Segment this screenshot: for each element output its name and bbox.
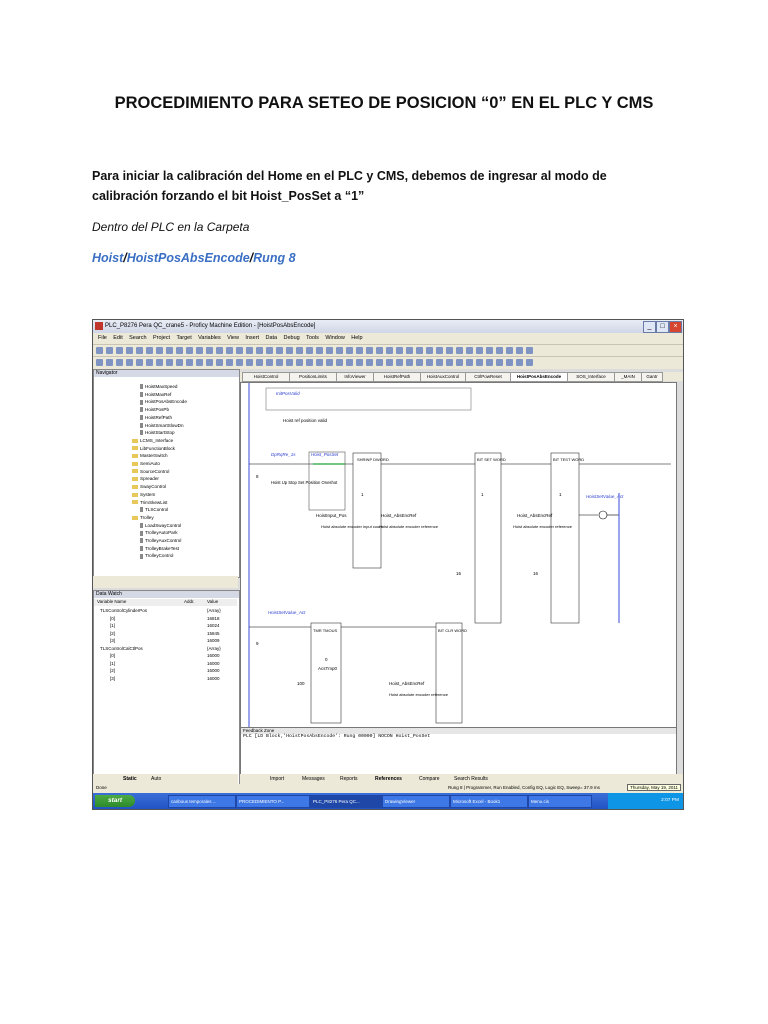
toolbar-icon[interactable] (256, 359, 263, 366)
window-titlebar (93, 320, 683, 333)
toolbar-icon[interactable] (96, 359, 103, 366)
watch-var-name: [1] (110, 660, 116, 666)
toolbar-icon[interactable] (516, 347, 523, 354)
toolbar-icon[interactable] (186, 347, 193, 354)
feedback-title: Feedback Zone (241, 728, 676, 734)
toolbar-icon[interactable] (296, 359, 303, 366)
menu-window[interactable]: Window (325, 335, 345, 341)
path-part-3: Rung 8 (253, 251, 296, 265)
task-2[interactable]: PROCEDIMIENTO P... (236, 795, 310, 808)
watch-row[interactable] (94, 653, 237, 660)
toolbar-icon[interactable] (356, 359, 363, 366)
toolbar-icon[interactable] (406, 359, 413, 366)
toolbar-icon[interactable] (96, 347, 103, 354)
watch-row[interactable] (94, 661, 237, 668)
clock: 2:07 PM (661, 798, 679, 803)
toolbar-icon[interactable] (166, 347, 173, 354)
tree-item-label: System (140, 491, 156, 497)
maximize-button[interactable]: □ (656, 321, 669, 333)
watch-var-value: 16818 (207, 615, 220, 621)
task-4[interactable]: DrawingViewer (382, 795, 450, 808)
desc-encoder-ref-3: Hoist absolute encoder reference (389, 692, 448, 697)
editor-tab[interactable]: SOS_Interface (567, 372, 615, 382)
toolbar-icon[interactable] (126, 347, 133, 354)
task-5[interactable]: Microsoft Excel - Book1 (450, 795, 528, 808)
toolbar-icon[interactable] (286, 359, 293, 366)
watch-var-value: 16000 (207, 668, 220, 673)
watch-col-name: Variable Name (97, 599, 127, 604)
tree-item-label: TrimSkewList (140, 499, 168, 505)
tree-item-label: SwayControl (140, 484, 167, 490)
watch-var-name: TLSControlCylinderPos (100, 608, 148, 613)
menu-search[interactable]: Search (129, 335, 147, 341)
tree-item[interactable] (140, 392, 171, 397)
desc-encoder-ref-1: Hoist absolute encoder reference (379, 524, 438, 529)
var-hoist-input: HoistInput_Pos (316, 513, 347, 518)
toolbar-icon[interactable] (326, 359, 333, 366)
watch-row[interactable] (94, 608, 237, 615)
toolbar-icon[interactable] (406, 347, 413, 354)
editor-tabs (240, 372, 683, 381)
watch-row[interactable] (94, 616, 237, 623)
toolbar-icon[interactable] (196, 359, 203, 366)
folder-icon (132, 500, 138, 504)
toolbar-icon[interactable] (306, 347, 313, 354)
block-icon (140, 407, 143, 412)
const-1a: 1 (361, 492, 364, 497)
folder-icon (132, 454, 138, 458)
toolbar-icon[interactable] (506, 359, 513, 366)
folder-icon (132, 462, 138, 466)
block-icon (140, 531, 143, 536)
toolbar-icon[interactable] (446, 347, 453, 354)
toolbar-icon[interactable] (206, 347, 213, 354)
toolbar-icon[interactable] (176, 347, 183, 354)
const-16a: 16 (456, 571, 462, 576)
menu-data[interactable]: Data (265, 335, 278, 341)
toolbar-icon[interactable] (106, 347, 113, 354)
ladder-svg (241, 383, 676, 728)
toolbar-icon[interactable] (376, 347, 383, 354)
tree-item-label: Spreader (140, 476, 159, 482)
intro-paragraph: Para iniciar la calibración del Home en el PLC y CMS, debemos de ingresar al modo de calibración forzando el bit Hoist_PosSet a “1” (92, 169, 607, 203)
tree-item[interactable] (140, 407, 169, 412)
tab-auto[interactable]: Auto (151, 776, 162, 782)
tree-item-label: TrolleyAutoPark (145, 530, 178, 536)
menu-file[interactable]: File (98, 335, 107, 341)
toolbar-icon[interactable] (476, 347, 483, 354)
block-icon (140, 430, 143, 435)
task-6[interactable]: Menu.cis (528, 795, 592, 808)
const-1b: 1 (481, 492, 484, 497)
const-0: 0 (325, 657, 328, 662)
folder-icon (132, 446, 138, 450)
toolbar-icon[interactable] (306, 359, 313, 366)
toolbar-icon[interactable] (366, 359, 373, 366)
toolbar-icon[interactable] (226, 347, 233, 354)
comment-oneshot: Hoist Up Stop Set Position Oneshot (271, 480, 338, 485)
folder-icon (132, 469, 138, 473)
toolbar-icon[interactable] (426, 347, 433, 354)
toolbar-icon[interactable] (196, 347, 203, 354)
watch-var-value: 15845 (207, 630, 220, 636)
toolbar-icon[interactable] (246, 359, 253, 366)
output-tab[interactable]: References (375, 776, 402, 782)
tree-item[interactable] (140, 423, 184, 428)
var-abs-enc-2: Hoist_AbsEncRef (517, 513, 553, 518)
tree-item[interactable] (140, 538, 181, 543)
toolbar-icon[interactable] (526, 359, 533, 366)
toolbar-icon[interactable] (156, 347, 163, 354)
watch-row[interactable] (94, 668, 237, 675)
toolbar-icon[interactable] (176, 359, 183, 366)
rung-number-9: 9 (256, 641, 259, 646)
toolbar-icon[interactable] (496, 347, 503, 354)
block-icon (140, 415, 143, 420)
block-icon (140, 400, 143, 405)
toolbar-icon[interactable] (366, 347, 373, 354)
toolbar-icon[interactable] (456, 359, 463, 366)
menu-view[interactable]: View (227, 335, 239, 341)
window-title: PLC_P8276 Pera QC_crane5 - Proficy Machine Edition - [HoistPosAbsEncode] (105, 323, 316, 329)
toolbar-icon[interactable] (486, 347, 493, 354)
desc-encoder-ref-2: Hoist absolute encoder reference (513, 524, 572, 529)
app-icon (95, 322, 103, 330)
toolbar-icon[interactable] (466, 347, 473, 354)
toolbar-icon[interactable] (296, 347, 303, 354)
toolbar-icon[interactable] (116, 347, 123, 354)
block-icon (140, 523, 143, 528)
watch-row[interactable] (94, 646, 237, 653)
toolbar-icon[interactable] (416, 347, 423, 354)
editor-tab[interactable]: Gantr (641, 372, 663, 382)
contact-dprqre: DpRqRe_1s (271, 452, 296, 457)
watch-var-name: [0] (110, 653, 116, 658)
tree-item[interactable] (140, 507, 168, 512)
data-watch-title: Data Watch (94, 591, 239, 598)
block-icon (140, 507, 143, 512)
toolbar-icon[interactable] (456, 347, 463, 354)
tree-item[interactable] (140, 546, 179, 551)
menu-bar (93, 333, 683, 344)
toolbar-icon[interactable] (216, 347, 223, 354)
feedback-text: PLC [LD Block,'HoistPosAbsEncode': Rung 00000] NOCON Hoist_PosSet (243, 734, 431, 739)
watch-var-name: [3] (110, 638, 116, 643)
watch-var-value: {Array} (207, 645, 221, 651)
menu-insert[interactable]: Insert (245, 335, 260, 341)
task-3[interactable]: PLC_P8276 Pera QC... (310, 795, 382, 808)
watch-row[interactable] (94, 676, 237, 683)
const-1c: 1 (559, 492, 562, 497)
tree-item[interactable] (140, 553, 173, 558)
editor-tab[interactable]: HoistPosAbsEncode (510, 372, 568, 382)
toolbar-icon[interactable] (466, 359, 473, 366)
comment-ref-valid: Hoist ref position valid (283, 418, 328, 423)
toolbar-icon[interactable] (206, 359, 213, 366)
document-title: PROCEDIMIENTO PARA SETEO DE POSICION “0” EN EL PLC Y CMS (114, 94, 654, 112)
tree-item-label: HoistMaxRef (145, 391, 172, 397)
output-tab[interactable]: Messages (302, 776, 325, 782)
folder-icon (132, 485, 138, 489)
block-shrinp: SHRINP DWORD (357, 457, 389, 462)
path-part-1: Hoist (92, 251, 124, 265)
tree-item[interactable] (132, 484, 166, 489)
navigator-tabs (93, 576, 238, 588)
contact-initposvalid: InitPosValid (276, 391, 300, 396)
block-tmr: TMR TMOUS (313, 628, 338, 633)
editor-tab[interactable]: CtrlPowReset (465, 372, 511, 382)
editor-tab[interactable]: HoistControl (242, 372, 290, 382)
data-watch-pane (93, 590, 240, 788)
tree-item-label: TrolleyAuxControl (145, 538, 182, 543)
watch-row[interactable] (94, 631, 237, 638)
tree-item-label: HoistPosPb (145, 407, 170, 413)
watch-row[interactable] (94, 623, 237, 630)
block-bit-set: BIT SET WORD (477, 457, 506, 462)
watch-row[interactable] (94, 638, 237, 645)
toolbar-icon[interactable] (266, 347, 273, 354)
toolbar-icon[interactable] (496, 359, 503, 366)
toolbar-icon[interactable] (266, 359, 273, 366)
menu-debug[interactable]: Debug (283, 335, 300, 341)
block-bit-test: BIT TEST WORD (553, 457, 585, 462)
feedback-zone (240, 727, 677, 775)
tab-static[interactable]: Static (123, 776, 137, 782)
tree-item[interactable] (140, 384, 177, 389)
watch-var-name: [3] (110, 675, 116, 681)
editor-tab[interactable]: HoistRefPath (373, 372, 421, 382)
toolbar-icon[interactable] (346, 359, 353, 366)
toolbar-icon[interactable] (146, 359, 153, 366)
toolbar-icon[interactable] (336, 359, 343, 366)
watch-col-value: Value (207, 599, 219, 604)
start-button[interactable]: start (95, 795, 135, 807)
editor-tab[interactable]: HoistAuxControl (420, 372, 466, 382)
tree-item-label: HoistStartStop (145, 430, 175, 436)
tree-item-label: SemiAuto (140, 461, 160, 466)
block-bit-clr: BIT CLR WORD (438, 628, 468, 633)
toolbar-icon[interactable] (506, 347, 513, 354)
const-100: 100 (297, 681, 305, 686)
output-tab[interactable]: Import (270, 776, 285, 782)
watch-var-value: {Array} (207, 608, 221, 613)
toolbar-icon[interactable] (216, 359, 223, 366)
toolbar-icon[interactable] (426, 359, 433, 366)
menu-target[interactable]: Target (176, 335, 192, 341)
toolbar-icon[interactable] (386, 359, 393, 366)
block-icon (140, 546, 143, 551)
toolbar-icon[interactable] (276, 347, 283, 354)
toolbar-icon[interactable] (386, 347, 393, 354)
task-1[interactable]: caribous temporales ... (168, 795, 236, 808)
editor-tab[interactable]: _MAIN (614, 372, 642, 382)
tree-item-label: HoistMaxSpeed (145, 384, 178, 389)
editor-tab[interactable]: PositionLimits (289, 372, 337, 382)
status-bar (93, 784, 683, 793)
menu-edit[interactable]: Edit (113, 335, 123, 341)
tree-item[interactable] (132, 446, 175, 451)
path-sep-2: / (249, 251, 254, 265)
tree-item[interactable] (140, 415, 172, 420)
editor-tab[interactable]: InfoViewer (336, 372, 374, 382)
toolbar-icon[interactable] (316, 347, 323, 354)
toolbar-icon[interactable] (396, 347, 403, 354)
tree-item[interactable] (132, 492, 155, 497)
toolbar-icon[interactable] (356, 347, 363, 354)
toolbar-icon[interactable] (526, 347, 533, 354)
toolbar-icon[interactable] (246, 347, 253, 354)
toolbar-icon[interactable] (146, 347, 153, 354)
toolbar-icon[interactable] (116, 359, 123, 366)
date-tooltip: Thursday, May 19, 2011 (627, 784, 681, 791)
block-icon (140, 554, 143, 559)
tree-item-label: Trolley (140, 514, 154, 520)
minimize-button[interactable]: _ (643, 321, 656, 333)
timer-var: AcsTmp0 (318, 666, 338, 671)
watch-var-name: [2] (110, 630, 116, 636)
watch-var-value: 16000 (207, 675, 220, 681)
toolbar-icon[interactable] (106, 359, 113, 366)
watch-var-name: [2] (110, 668, 116, 673)
desc-encoder-input: Hoist absolute encoder input count (321, 524, 383, 529)
tree-item-label: SourceControl (140, 468, 170, 474)
toolbar-icon[interactable] (136, 359, 143, 366)
toolbar-icon[interactable] (236, 347, 243, 354)
toolbar-icon[interactable] (316, 359, 323, 366)
navigator-title: Navigator (94, 370, 239, 377)
tree-item-label: LoadSwayControl (145, 522, 182, 528)
tree-item-label: HoistPosAbsEncode (145, 399, 187, 405)
feedback-tabs (240, 774, 683, 784)
toolbar-icon[interactable] (236, 359, 243, 366)
navigator-pane (93, 369, 240, 578)
tree-item-label: LCMS_Interface (140, 437, 174, 443)
close-button[interactable]: × (669, 321, 682, 333)
contact-setvalue: HoistSetValue_Act (268, 610, 306, 615)
plc-screenshot (92, 319, 684, 810)
toolbar-2 (93, 356, 683, 369)
menu-project[interactable]: Project (152, 335, 171, 341)
toolbar-icon[interactable] (126, 359, 133, 366)
tree-item[interactable] (140, 430, 175, 435)
block-icon (140, 392, 143, 397)
contact-hoist-posset: Hoist_PosSet (311, 452, 339, 457)
toolbar-icon[interactable] (156, 359, 163, 366)
toolbar-icon[interactable] (396, 359, 403, 366)
watch-var-name: TLSControlCalCtlPos (100, 645, 143, 651)
tree-item-label: TrolleyControl (145, 553, 174, 559)
block-icon (140, 538, 143, 543)
toolbar-icon[interactable] (376, 359, 383, 366)
tree-item-label: LibFunctionBlock (140, 445, 175, 451)
tree-item[interactable] (132, 438, 173, 443)
toolbar-icon[interactable] (336, 347, 343, 354)
watch-tabs (93, 774, 238, 784)
tree-item[interactable] (132, 515, 154, 520)
toolbar-icon[interactable] (446, 359, 453, 366)
output-tab[interactable]: Compare (419, 776, 440, 782)
folder-icon (132, 477, 138, 481)
toolbar-icon[interactable] (136, 347, 143, 354)
ladder-diagram (240, 382, 677, 729)
watch-col-addr: Addr. (184, 599, 195, 604)
output-tab[interactable]: Reports (340, 776, 358, 782)
path-part-2: HoistPosAbsEncode (126, 251, 250, 265)
tree-item-label: HoistSmartSlowDn (145, 422, 184, 428)
tree-item-label: TLSControl (145, 507, 169, 513)
tree-item[interactable] (140, 399, 187, 404)
watch-var-value: 16009 (207, 638, 220, 643)
toolbar-icon[interactable] (436, 359, 443, 366)
tree-item[interactable] (140, 530, 178, 535)
toolbar-icon[interactable] (346, 347, 353, 354)
const-16b: 16 (533, 571, 539, 576)
toolbar-icon[interactable] (476, 359, 483, 366)
tree-item-label: MasterSwitch (140, 453, 168, 459)
watch-var-name: [1] (110, 623, 116, 628)
toolbar-icon[interactable] (326, 347, 333, 354)
var-abs-enc-3: Hoist_AbsEncRef (389, 681, 425, 686)
folder-icon (132, 439, 138, 443)
watch-var-value: 16024 (207, 623, 220, 628)
tree-item[interactable] (132, 476, 159, 481)
status-right: Rung 8 | Programmer, Run Enabled, Config EQ, Logic EQ, Sweep= 37.9 ms (448, 785, 600, 790)
watch-header-row (94, 599, 237, 606)
toolbar-icon[interactable] (416, 359, 423, 366)
toolbar-icon[interactable] (516, 359, 523, 366)
toolbar-icon[interactable] (436, 347, 443, 354)
var-abs-enc-1: Hoist_AbsEncRef (381, 513, 417, 518)
block-icon (140, 423, 143, 428)
tree-item[interactable] (132, 453, 168, 458)
subtitle: Dentro del PLC en la Carpeta (92, 220, 250, 234)
toolbar-icon[interactable] (186, 359, 193, 366)
tree-item[interactable] (140, 523, 181, 528)
toolbar-icon[interactable] (226, 359, 233, 366)
status-left: Done (96, 785, 107, 790)
folder-path (92, 251, 296, 265)
rung-number-8: 8 (256, 474, 259, 479)
tree-item-label: HoistRefPath (145, 414, 173, 420)
taskbar (93, 793, 683, 809)
system-tray (608, 793, 683, 809)
tree-item[interactable] (132, 500, 167, 505)
menu-tools[interactable]: Tools (306, 335, 319, 341)
toolbar-icon[interactable] (276, 359, 283, 366)
path-sep-1: / (123, 251, 127, 265)
toolbar-icon[interactable] (486, 359, 493, 366)
watch-var-value: 16000 (207, 653, 220, 658)
folder-icon (132, 516, 138, 520)
tree-item-label: TrolleyBrakeTest (145, 545, 180, 551)
toolbar-icon[interactable] (256, 347, 263, 354)
block-icon (140, 384, 143, 389)
toolbar-icon[interactable] (286, 347, 293, 354)
watch-var-name: [0] (110, 615, 116, 621)
menu-variables[interactable]: Variables (198, 335, 221, 341)
coil-setvalue: HoistSetValue_Act (586, 494, 624, 499)
menu-help[interactable]: Help (351, 335, 363, 341)
output-tab[interactable]: Search Results (454, 776, 488, 782)
tree-item[interactable] (132, 461, 160, 466)
watch-var-value: 16000 (207, 660, 220, 666)
toolbar-icon[interactable] (166, 359, 173, 366)
tree-item[interactable] (132, 469, 169, 474)
folder-icon (132, 493, 138, 497)
